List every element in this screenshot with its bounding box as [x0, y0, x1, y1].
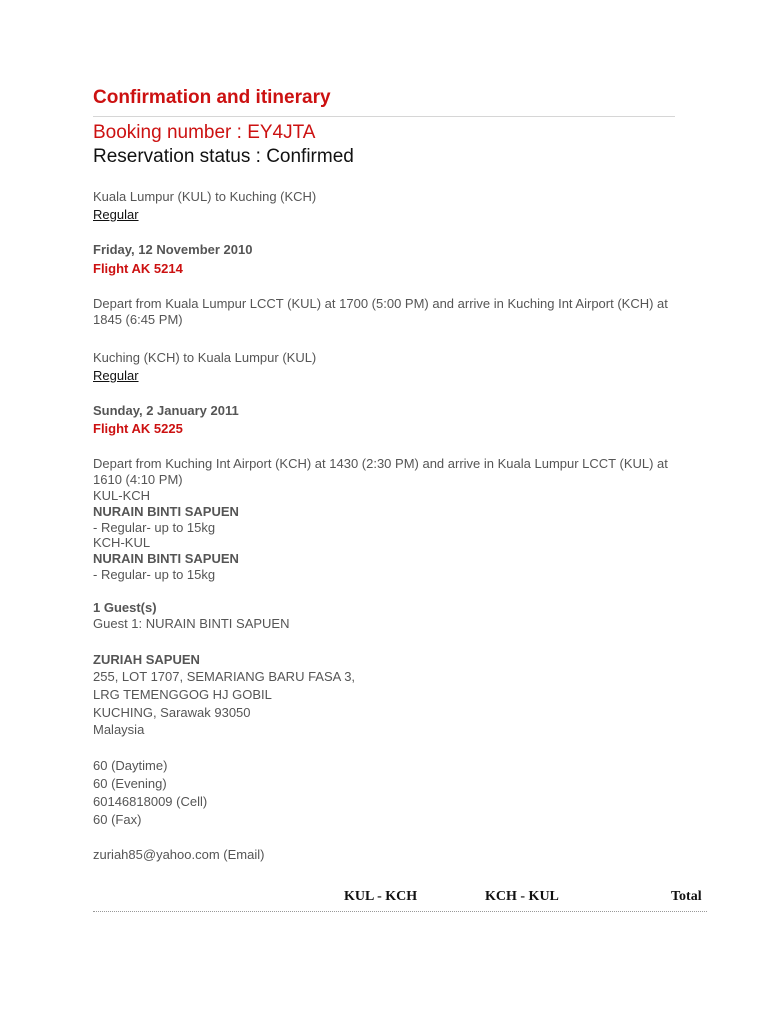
phone-line: 60 (Evening)	[93, 776, 167, 791]
segment-date: Friday, 12 November 2010	[93, 242, 253, 257]
fare-type-link[interactable]: Regular	[93, 207, 139, 222]
booking-number: Booking number : EY4JTA	[93, 122, 316, 143]
segment-route: Kuala Lumpur (KUL) to Kuching (KCH)	[93, 189, 317, 204]
segment-route: Kuching (KCH) to Kuala Lumpur (KUL)	[93, 350, 317, 365]
address-line: Malaysia	[93, 722, 145, 737]
guest-list-item: Guest 1: NURAIN BINTI SAPUEN	[93, 616, 290, 631]
address-line: KUCHING, Sarawak 93050	[93, 705, 251, 720]
contact-name: ZURIAH SAPUEN	[93, 652, 200, 667]
baggage-sector: KCH-KUL	[93, 535, 151, 550]
phone-line: 60146818009 (Cell)	[93, 794, 208, 809]
title-divider	[93, 116, 675, 117]
phone-line: 60 (Fax)	[93, 812, 142, 827]
flight-number: Flight AK 5214	[93, 261, 183, 276]
baggage-passenger: NURAIN BINTI SAPUEN	[93, 504, 239, 519]
baggage-sector: KUL-KCH	[93, 488, 151, 503]
address-line: 255, LOT 1707, SEMARIANG BARU FASA 3,	[93, 669, 356, 684]
flight-number: Flight AK 5225	[93, 421, 183, 436]
reservation-status: Reservation status : Confirmed	[93, 146, 354, 167]
guest-count: 1 Guest(s)	[93, 600, 157, 615]
table-divider	[93, 911, 707, 912]
baggage-allowance: - Regular- up to 15kg	[93, 567, 216, 582]
phone-line: 60 (Daytime)	[93, 758, 168, 773]
baggage-allowance: - Regular- up to 15kg	[93, 520, 216, 535]
segment-date: Sunday, 2 January 2011	[93, 403, 239, 418]
flight-details: Depart from Kuala Lumpur LCCT (KUL) at 1700 (5:00 PM) and arrive in Kuching Int Airport (KCH) at 1845 (6:45 PM)	[93, 296, 668, 327]
flight-details: Depart from Kuching Int Airport (KCH) at 1430 (2:30 PM) and arrive in Kuala Lumpur LCCT (KUL) at 1610 (4:10 PM)	[93, 456, 668, 487]
page-title: Confirmation and itinerary	[93, 87, 331, 108]
table-header-return: KCH - KUL	[485, 889, 559, 904]
address-line: LRG TEMENGGOG HJ GOBIL	[93, 687, 272, 702]
email-address: zuriah85@yahoo.com (Email)	[93, 847, 265, 862]
baggage-passenger: NURAIN BINTI SAPUEN	[93, 551, 239, 566]
table-header-outbound: KUL - KCH	[344, 889, 418, 904]
table-header-total: Total	[671, 889, 702, 904]
fare-type-link[interactable]: Regular	[93, 368, 139, 383]
